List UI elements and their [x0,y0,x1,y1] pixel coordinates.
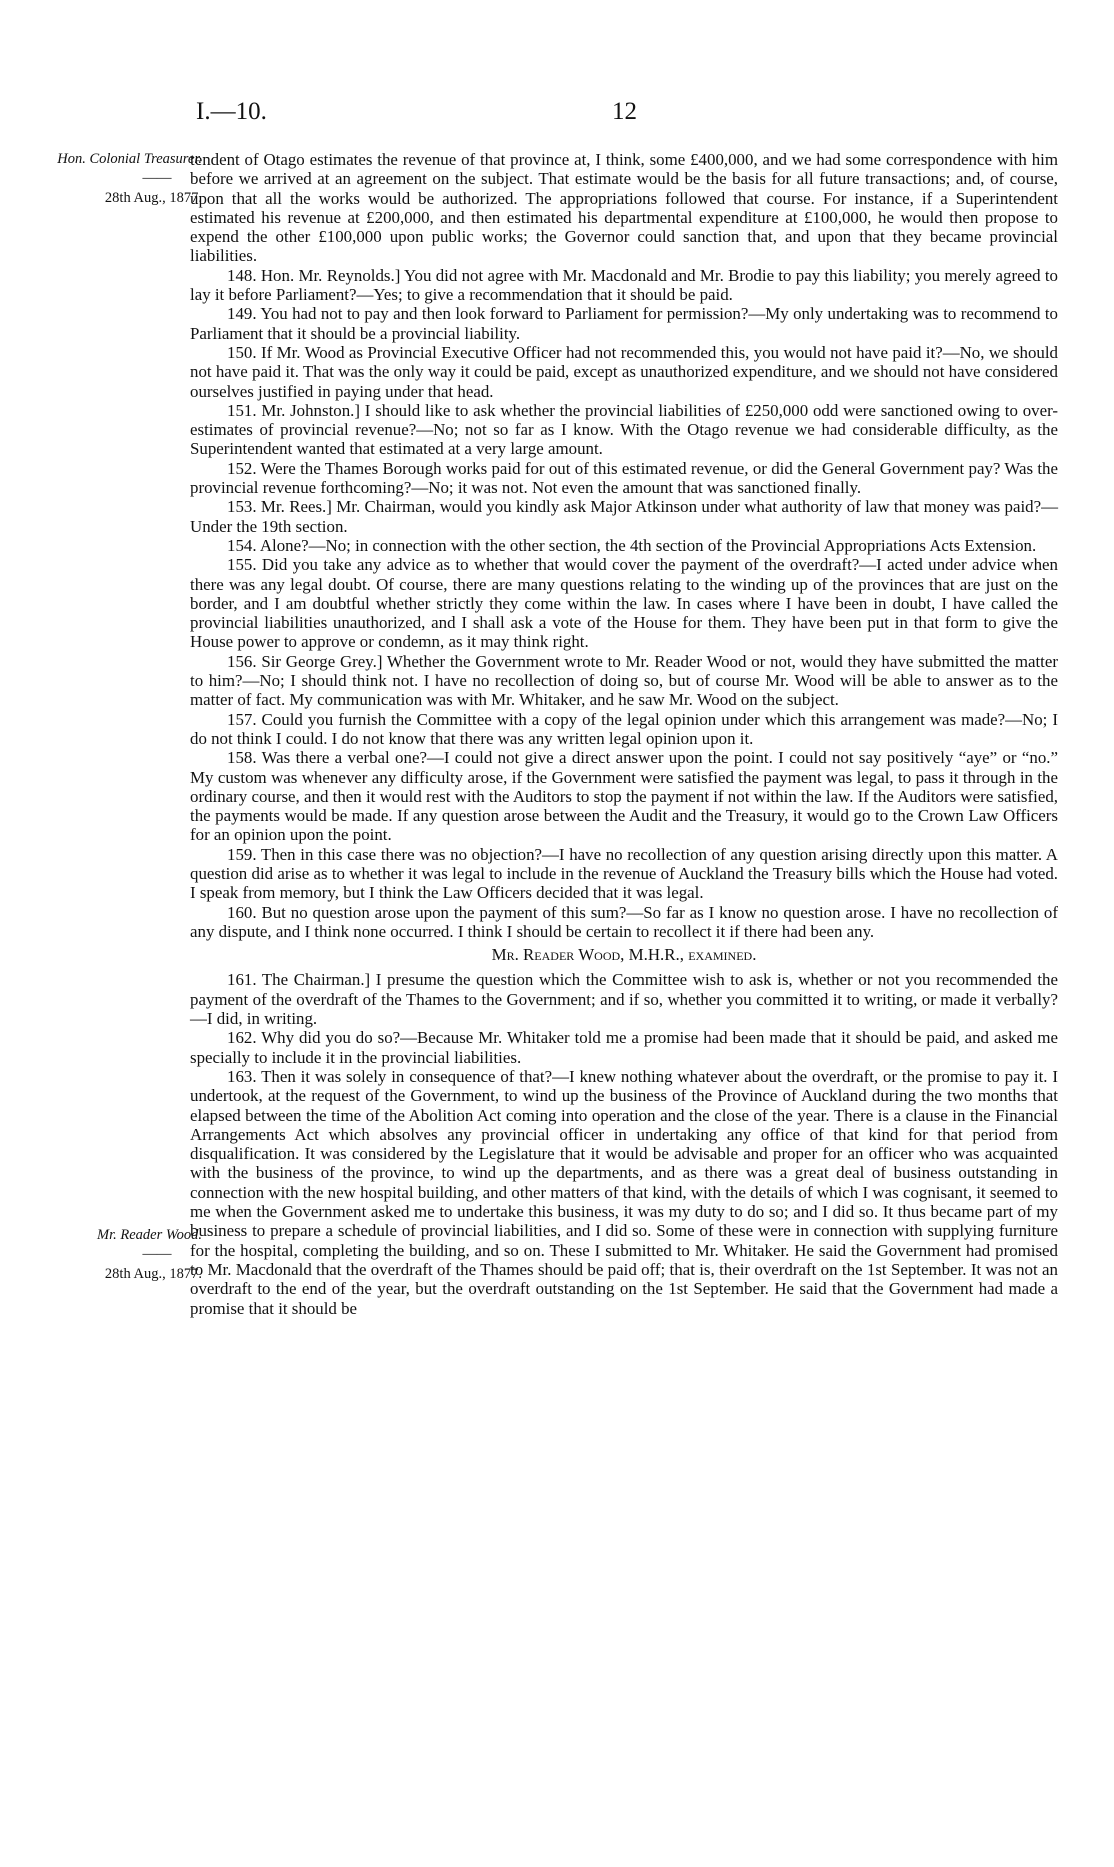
margin-dash: —— [142,170,172,187]
margin-dash: —— [142,1246,172,1263]
paragraph: 159. Then in this case there was no objection?—I have no recollection of any question arising directly upon this matter. A question did arise as to whether it was legal to include in the revenue of Auckland the Treasury bills which the House had voted. I speak from memory, but I think the Law Officers decided that it was legal. [190,844,1058,903]
paragraph: 155. Did you take any advice as to whether that would cover the payment of the overdraft?—I acted under advice when there was any legal doubt. Of course, there are many questions relating to the winding up of the provinces that are just on the border, and I am doubtful whether strictly they come within the law. In cases where I have been in doubt, I have called the provincial liabilities unauthorized, and I shall ask a vote of the House for them. They have been put in that form to give the House power to approve or condemn, as it may think right. [190,555,1058,652]
paragraph: 149. You had not to pay and then look forward to Parliament for permission?—My only undertaking was to recommend to Parliament that it should be a provincial liability. [190,304,1058,343]
page-number: 12 [612,98,637,125]
margin-date: 28th Aug., 1877. [104,189,202,206]
paragraph: 150. If Mr. Wood as Provincial Executive Officer had not recommended this, you would not have paid it?—No, we should not have paid it. That was the only way it could be paid, except as unauthorized expenditure, and we should not have considered ourselves justified in paying under that head. [190,342,1058,401]
paragraph: 158. Was there a verbal one?—I could not give a direct answer upon the point. I could not say positively “aye” or “no.” My custom was whenever any difficulty arose, if the Government were satisfied the payment was legal, to pass it through in the ordinary course, and then it would rest with the Auditors to stop the payment if not within the law. If the Auditors were satisfied, the payments would be made. If any question arose between the Audit and the Treasury, it would go to the Crown Law Officers for an opinion upon the point. [190,748,1058,845]
paragraph: 151. Mr. Johnston.] I should like to ask whether the provincial liabilities of £250,000 odd were sanctioned owing to over-estimates of provincial revenue?—No; not so far as I know. With the Otago revenue we had considerable difficulty, as the Superintendent wanted that estimated at a very large amount. [190,400,1058,459]
paragraph: 152. Were the Thames Borough works paid for out of this estimated revenue, or did the General Government pay? Was the provincial revenue forthcoming?—No; it was not. Not even the amount that was sanctioned finally. [190,458,1058,498]
paragraph: 153. Mr. Rees.] Mr. Chairman, would you kindly ask Major Atkinson under what authority of law that money was paid?—Under the 19th section. [190,497,1058,536]
margin-date: 28th Aug., 1877. [104,1265,202,1282]
paragraph: 161. The Chairman.] I presume the question which the Committee wish to ask is, whether or not you recommended the payment of the overdraft of the Thames to the Government; and if so, whether you committed it to writing, or made it verbally?—I did, in writing. [190,970,1058,1029]
section-heading: Mr. Reader Wood, M.H.R., examined. [491,945,757,965]
paragraph: tendent of Otago estimates the revenue of that province at, I think, some £400,000, and we had some correspondence with him before we arrived at an agreement on the subject. That estimate would be the basis for all future transactions; and, of course, upon that all the works would be authorized. The appropriations followed that course. For instance, if a Superintendent estimated his revenue at £200,000, and then estimated his departmental expenditure at £100,000, he would then propose to expend the other £100,000 upon public works; the Governor could sanction that, and upon that they became provincial liabilities. [190,150,1058,266]
paragraph: 162. Why did you do so?—Because Mr. Whitaker told me a promise had been made that it should be paid, and asked me specially to include it in the provincial liabilities. [190,1028,1058,1067]
paragraph: 157. Could you furnish the Committee with a copy of the legal opinion under which this arrangement was made?—No; I do not think I could. I do not know that there was any written legal opinion upon it. [190,709,1058,748]
margin-note-treasurer [52,150,202,208]
margin-note-reader-wood [52,1226,202,1284]
paragraph: 148. Hon. Mr. Reynolds.] You did not agree with Mr. Macdonald and Mr. Brodie to pay this liability; you merely agreed to lay it before Parliament?—Yes; to give a recommendation that it should be paid. [190,265,1058,305]
paragraph: 160. But no question arose upon the payment of this sum?—So far as I know no question arose. I have no recollection of any dispute, and I think none occurred. I think I should be certain to recollect it if there had been any. [190,902,1058,941]
paragraph: 163. Then it was solely in consequence of that?—I knew nothing whatever about the overdraft, or the promise to pay it. I undertook, at the request of the Government, to wind up the business of the Province of Auckland during the two months that elapsed between the time of the Abolition Act coming into operation and the close of the year. There is a clause in the Financial Arrangements Act which absolves any provincial officer in undertaking any office of that kind for that period from disqualification. It was considered by the Legislature that it would be advisable and proper for an officer who was acquainted with the business of the province, to wind up the departments, and as there was a great deal of business outstanding in connection with the new hospital building, and other matters of that kind, with the details of which I was cognisant, it seemed to me when the Government asked me to undertake this business, it was my duty to do so; and I did so. It thus became part of my business to prepare a schedule of provincial liabilities, and I did so. Some of these were in connection with supplying furniture for the hospital, completing the building, and so on. These I submitted to Mr. Whitaker. He said the Government had promised to Mr. Macdonald that the overdraft of the Thames should be paid off; that is, their overdraft on the 1st September. It was not an overdraft to the end of the year, but the overdraft outstanding on the 1st September. He said that the Government had made a promise that it should be [190,1066,1058,1318]
document-reference: I.—10. [196,98,267,125]
margin-speaker: Hon. Colonial Treasurer. [57,151,202,167]
body-text [190,150,1058,1318]
margin-speaker: Mr. Reader Wood. [97,1227,202,1243]
paragraph: 154. Alone?—No; in connection with the other section, the 4th section of the Provincial Appropriations Acts Extension. [227,535,1037,555]
paragraph: 156. Sir George Grey.] Whether the Government wrote to Mr. Reader Wood or not, would they have submitted the matter to him?—No; I should think not. I have no recollection of doing so, but of course Mr. Wood will be able to answer as to the matter of fact. My communication was with Mr. Whitaker, and he saw Mr. Wood on the subject. [190,651,1058,710]
